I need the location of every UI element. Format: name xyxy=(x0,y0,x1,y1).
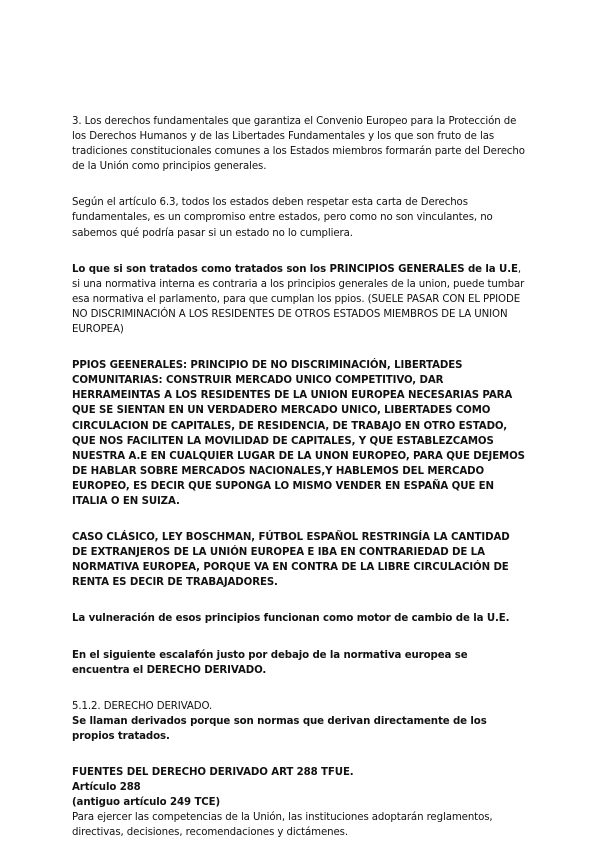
antiguo-articulo-label: (antiguo artículo 249 TCE) xyxy=(72,797,221,809)
articulo-288-label: Artículo 288 xyxy=(72,782,141,794)
paragraph-caso-bosman: CASO CLÁSICO, LEY BOSCHMAN, FÚTBOL ESPAÑOL RESTRINGÍA LA CANTIDAD DE EXTRANJEROS DE LA UNIÓN EUROPEA E IBA EN CONTRARIEDAD DE LA NORMATIVA EUROPEA, PORQUE VA EN CONTRA DE LA LIBRE CIRCULACIÓN DE RENTA ES DECIR DE TRABAJADORES. xyxy=(72,532,510,589)
paragraph-articulo-6-3: Según el artículo 6.3, todos los estados deben respetar esta carta de Derechos fundamentales, es un compromiso entre estados, pero como no son vinculantes, no sabemos qué podría pasar si un estado no lo cumpliera. xyxy=(72,197,493,239)
fuentes-heading: FUENTES DEL DERECHO DERIVADO ART 288 TFUE. xyxy=(72,767,354,778)
paragraph-principios-generales xyxy=(72,262,528,337)
section-fuentes-derecho-derivado xyxy=(72,765,528,840)
paragraph-vulneracion: La vulneración de esos principios funcionan como motor de cambio de la U.E. xyxy=(72,613,510,625)
derecho-derivado-definition: Se llaman derivados porque son normas que derivan directamente de los propios tratados. xyxy=(72,715,487,742)
paragraph-ppios-generales: PPIOS GEENERALES: PRINCIPIO DE NO DISCRIMINACIÓN, LIBERTADES COMUNITARIAS: CONSTRUIR MERCADO UNICO COMPETITIVO, DAR HERRAMEINTAS A LOS RESIDENTES DE LA UNION EUROPEA NECESARIAS PARA QUE SE SIENTAN EN UN VERDADERO MERCADO UNICO, LIBERTADES COMO CIRCULACION DE CAPITALES, DE RESIDENCIA, DE TRABAJO EN OTRO ESTADO, QUE NOS FACILITEN LA MOVILIDAD DE CAPITALES, Y QUE ESTABLEZCAMOS NUESTRA A.E EN CUALQUIER LUGAR DE LA UNON EUROPEO, PARA QUE DEJEMOS DE HABLAR SOBRE MERCADOS NACIONALES,Y HABLEMOS DEL MERCADO EUROPEO, ES DECIR QUE SUPONGA LO MISMO VENDER EN ESPAÑA QUE EN ITALIA O EN SUIZA. xyxy=(72,360,525,507)
section-heading-derecho-derivado: 5.1.2. DERECHO DERIVADO. xyxy=(72,700,213,712)
articulo-288-text: Para ejercer las competencias de la Unión, las instituciones adoptarán reglamentos, directivas, decisiones, recomendaciones y dictámenes. xyxy=(72,812,493,839)
principios-generales-rest: , si una normativa interna es contraria a los principios generales de la union, puede tumbar esa normativa el parlamento, para que cumplan los ppios. (SUELE PASAR CON EL PPIODE NO DISCRIMINACIÓN A LOS RESIDENTES DE OTROS ESTADOS MIEMBROS DE LA UNION EUROPEA) xyxy=(72,263,525,336)
paragraph-derechos-fundamentales: 3. Los derechos fundamentales que garantiza el Convenio Europeo para la Protección de los Derechos Humanos y de las Libertades Fundamentales y los que son fruto de las tradiciones constitucionales comunes a los Estados miembros formarán parte del Derecho de la Unión como principios generales. xyxy=(72,116,525,173)
paragraph-escalafon: En el siguiente escalafón justo por debajo de la normativa europea se encuentra el DERECHO DERIVADO. xyxy=(72,649,468,676)
principios-generales-bold-lead: Lo que si son tratados como tratados son los PRINCIPIOS GENERALES de la U.E xyxy=(72,263,518,275)
document-page xyxy=(72,114,528,840)
section-derecho-derivado xyxy=(72,699,528,744)
